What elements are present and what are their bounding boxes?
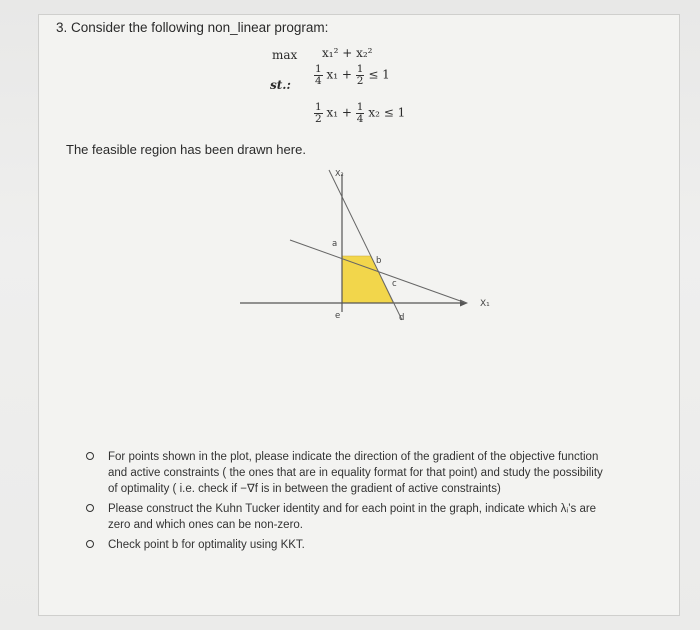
x1-axis-label: X₁ bbox=[480, 299, 490, 309]
point-label-e: e bbox=[335, 311, 341, 321]
question-item bbox=[82, 449, 612, 497]
question-item bbox=[82, 537, 612, 553]
x2-axis-label: X₂ bbox=[335, 169, 344, 178]
question-item bbox=[82, 501, 612, 533]
feasible-region-caption: The feasible region has been drawn here. bbox=[66, 142, 306, 157]
feasible-region bbox=[342, 256, 393, 303]
bullet-circle-icon bbox=[86, 504, 94, 512]
x1-axis-arrow bbox=[460, 300, 468, 307]
point-label-c: c bbox=[392, 279, 397, 289]
point-label-a: a bbox=[332, 239, 338, 249]
point-label-d: d bbox=[399, 313, 405, 323]
question-text: Please construct the Kuhn Tucker identity and for each point in the graph, indicate which λᵢ’s are zero and which ones can be non-zero. bbox=[108, 503, 597, 531]
problem-title: 3. Consider the following non_linear program: bbox=[56, 20, 329, 35]
question-text: Check point b for optimality using KKT. bbox=[108, 539, 305, 551]
max-label: max bbox=[272, 48, 298, 62]
question-list bbox=[82, 449, 612, 557]
bullet-circle-icon bbox=[86, 452, 94, 460]
constraint-2: $\frac{1}{2}$ x₁ + $\frac{1}{4}$ x₂ ≤ 1 bbox=[315, 101, 406, 125]
st-label: st.: bbox=[270, 78, 291, 92]
point-label-b: b bbox=[376, 256, 382, 266]
constraint-1: $\frac{1}{4}$ x₁ + $\frac{1}{2}$ ≤ 1 bbox=[315, 63, 390, 87]
bullet-circle-icon bbox=[86, 540, 94, 548]
objective-function: x₁² + x₂² bbox=[322, 46, 373, 60]
question-text: For points shown in the plot, please indicate the direction of the gradient of the objective function and active constraints ( the ones that are in equality format for that point) and study the possibility of optimality ( i.e. check if −∇f is in between the gradient of active constraints) bbox=[108, 451, 603, 495]
